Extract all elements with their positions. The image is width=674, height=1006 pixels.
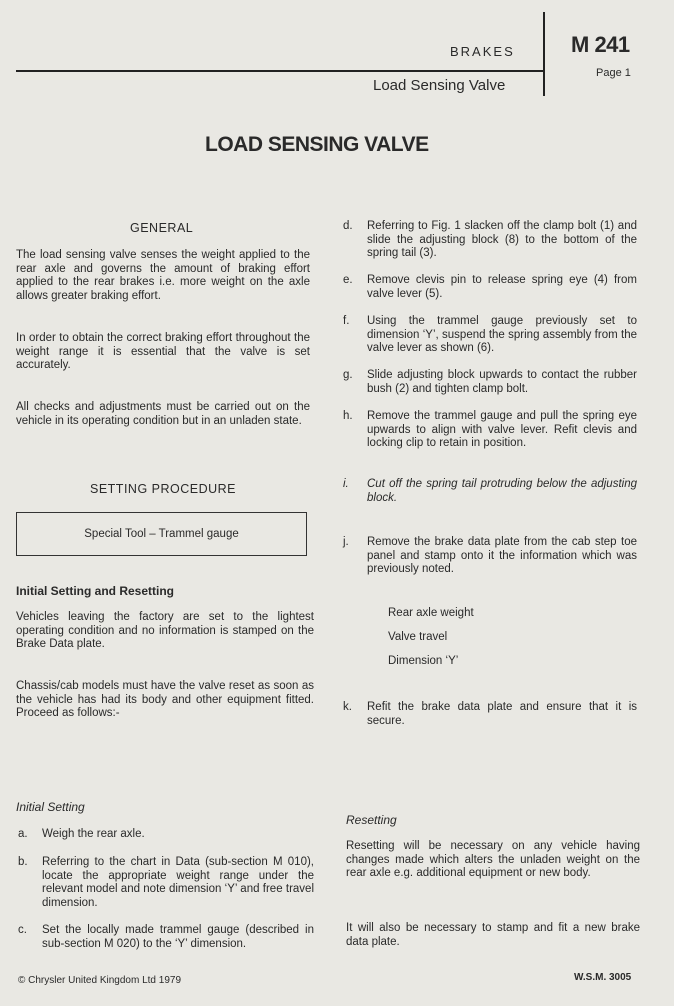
resetting-paragraph-2: It will also be necessary to stamp and fit a new brake data plate. xyxy=(346,922,640,948)
step-e-label: e. xyxy=(343,274,353,286)
plate-item-rear-axle-weight: Rear axle weight xyxy=(388,607,474,619)
plate-item-dimension-y: Dimension ‘Y’ xyxy=(388,655,459,667)
step-j-label: j. xyxy=(343,536,349,548)
step-k-text: Refit the brake data plate and ensure that it is secure. xyxy=(367,701,637,727)
header-rule-vertical xyxy=(543,12,545,96)
step-d-text: Referring to Fig. 1 slacken off the clamp bolt (1) and slide the adjusting block (8) to the bottom of the spring tail (3). xyxy=(367,220,637,259)
special-tool-box xyxy=(16,512,307,556)
plate-item-valve-travel: Valve travel xyxy=(388,631,448,643)
step-f-label: f. xyxy=(343,315,350,327)
step-i-label: i. xyxy=(343,478,349,490)
initial-paragraph-1: Vehicles leaving the factory are set to the lightest operating condition and no information is stamped on the Brake Data plate. xyxy=(16,611,314,650)
general-paragraph-3: All checks and adjustments must be carried out on the vehicle in its operating condition but in an unladen state. xyxy=(16,401,310,427)
resetting-heading: Resetting xyxy=(346,813,397,827)
initial-paragraph-2: Chassis/cab models must have the valve reset as soon as the vehicle has had its body and other equipment fitted. Proceed as follows:- xyxy=(16,680,314,719)
step-h-label: h. xyxy=(343,410,353,422)
special-tool-label: Special Tool – Trammel gauge xyxy=(84,528,239,540)
step-d-label: d. xyxy=(343,220,353,232)
step-j-text: Remove the brake data plate from the cab step toe panel and stamp onto it the information which was previously noted. xyxy=(367,536,637,575)
general-paragraph-2: In order to obtain the correct braking effort throughout the weight range it is essential that the valve is set accurately. xyxy=(16,332,310,371)
initial-setting-resetting-heading: Initial Setting and Resetting xyxy=(16,584,175,598)
setting-procedure-heading: SETTING PROCEDURE xyxy=(90,482,237,496)
resetting-paragraph-1: Resetting will be necessary on any vehicle having changes made which alters the unladen weight on the rear axle e.g. additional equipment or new body. xyxy=(346,840,640,879)
step-c-text: Set the locally made trammel gauge (described in sub-section M 020) to the ‘Y’ dimension. xyxy=(42,924,314,950)
step-k-label: k. xyxy=(343,701,352,713)
step-h-text: Remove the trammel gauge and pull the spring eye upwards to align with valve lever. Refit clevis and locking clip to retain in position. xyxy=(367,410,637,449)
general-heading: GENERAL xyxy=(130,221,194,235)
step-b-label: b. xyxy=(18,856,28,868)
step-a-text: Weigh the rear axle. xyxy=(42,828,145,840)
step-e-text: Remove clevis pin to release spring eye (4) from valve lever (5). xyxy=(367,274,637,300)
initial-setting-heading: Initial Setting xyxy=(16,800,85,814)
step-c-label: c. xyxy=(18,924,27,936)
subsection-label: Load Sensing Valve xyxy=(373,77,506,94)
general-paragraph-1: The load sensing valve senses the weight applied to the rear axle and governs the amount of braking effort applied to the rear brakes i.e. more weight on the axle allows greater braking effort. xyxy=(16,249,310,302)
step-f-text: Using the trammel gauge previously set to dimension ‘Y’, suspend the spring assembly from the valve lever as shown (6). xyxy=(367,315,637,354)
section-label: BRAKES xyxy=(450,44,515,59)
manual-code: M 241 xyxy=(571,32,630,57)
step-a-label: a. xyxy=(18,828,28,840)
step-b-text: Referring to the chart in Data (sub-section M 010), locate the appropriate weight range under the relevant model and note dimension ‘Y’ and free travel dimension. xyxy=(42,856,314,909)
header-rule-horizontal xyxy=(16,70,544,72)
step-g-text: Slide adjusting block upwards to contact the rubber bush (2) and tighten clamp bolt. xyxy=(367,369,637,395)
page-title: LOAD SENSING VALVE xyxy=(205,133,429,156)
manual-reference: W.S.M. 3005 xyxy=(574,972,632,983)
page-number: Page 1 xyxy=(596,67,631,79)
step-g-label: g. xyxy=(343,369,353,381)
copyright-notice: © Chrysler United Kingdom Ltd 1979 xyxy=(18,975,182,986)
step-i-text: Cut off the spring tail protruding below the adjusting block. xyxy=(367,478,637,504)
